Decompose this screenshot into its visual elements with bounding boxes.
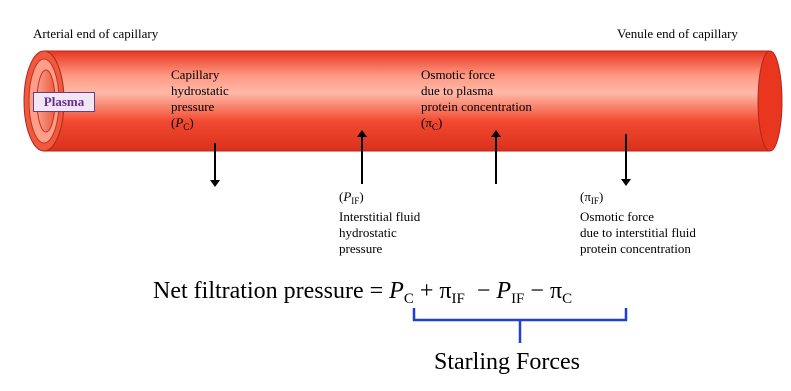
arrowhead-piif: [621, 179, 631, 186]
term-piif-sub: IF: [451, 291, 465, 307]
vessel-body: [44, 51, 770, 151]
force-line: protein concentration: [421, 99, 532, 114]
op-minus-1: −: [476, 278, 491, 304]
op-plus: +: [419, 278, 434, 304]
force-symbol: $(\pi_C)$: [421, 115, 443, 132]
force-line: hydrostatic: [171, 83, 229, 98]
arterial-end-label: Arterial end of capillary: [33, 26, 159, 41]
starling-forces-label: Starling Forces: [434, 349, 580, 375]
force-line: Osmotic force: [580, 209, 655, 224]
net-filtration-equation: [153, 276, 572, 314]
arrowhead-pc: [210, 180, 220, 187]
term-pic-symbol: π: [549, 278, 563, 304]
term-pif-symbol: P: [496, 278, 512, 304]
force-line: protein concentration: [580, 241, 691, 256]
plasma-osmotic-label: [421, 67, 532, 135]
term-pif-sub: IF: [511, 291, 525, 307]
force-line: pressure: [339, 241, 383, 256]
force-symbol: $(\pi_{IF})$: [580, 189, 604, 206]
interstitial-hydrostatic-label: [339, 189, 420, 257]
force-line: Interstitial fluid: [339, 209, 421, 224]
op-minus-2: −: [530, 278, 544, 304]
term-piif-symbol: π: [439, 278, 452, 304]
plasma-label: Plasma: [33, 92, 95, 112]
force-line: Capillary: [171, 67, 220, 82]
term-pc-sub: C: [403, 291, 414, 307]
term-pc-symbol: P: [389, 278, 404, 304]
force-line: pressure: [171, 99, 215, 114]
interstitial-osmotic-label: [580, 189, 696, 257]
force-symbol: $(P_C)$: [171, 115, 194, 132]
force-line: hydrostatic: [339, 225, 397, 240]
capillary-hydrostatic-label: [171, 67, 229, 135]
term-pic-sub: C: [562, 291, 573, 307]
force-symbol: $(P_{IF})$: [339, 189, 364, 206]
vessel-right-cap: [758, 51, 782, 151]
force-line: Osmotic force: [421, 67, 496, 82]
force-line: due to plasma: [421, 83, 494, 98]
equation-lhs: Net filtration pressure =: [153, 278, 384, 304]
force-line: due to interstitial fluid: [580, 225, 696, 240]
venule-end-label: Venule end of capillary: [617, 26, 738, 41]
